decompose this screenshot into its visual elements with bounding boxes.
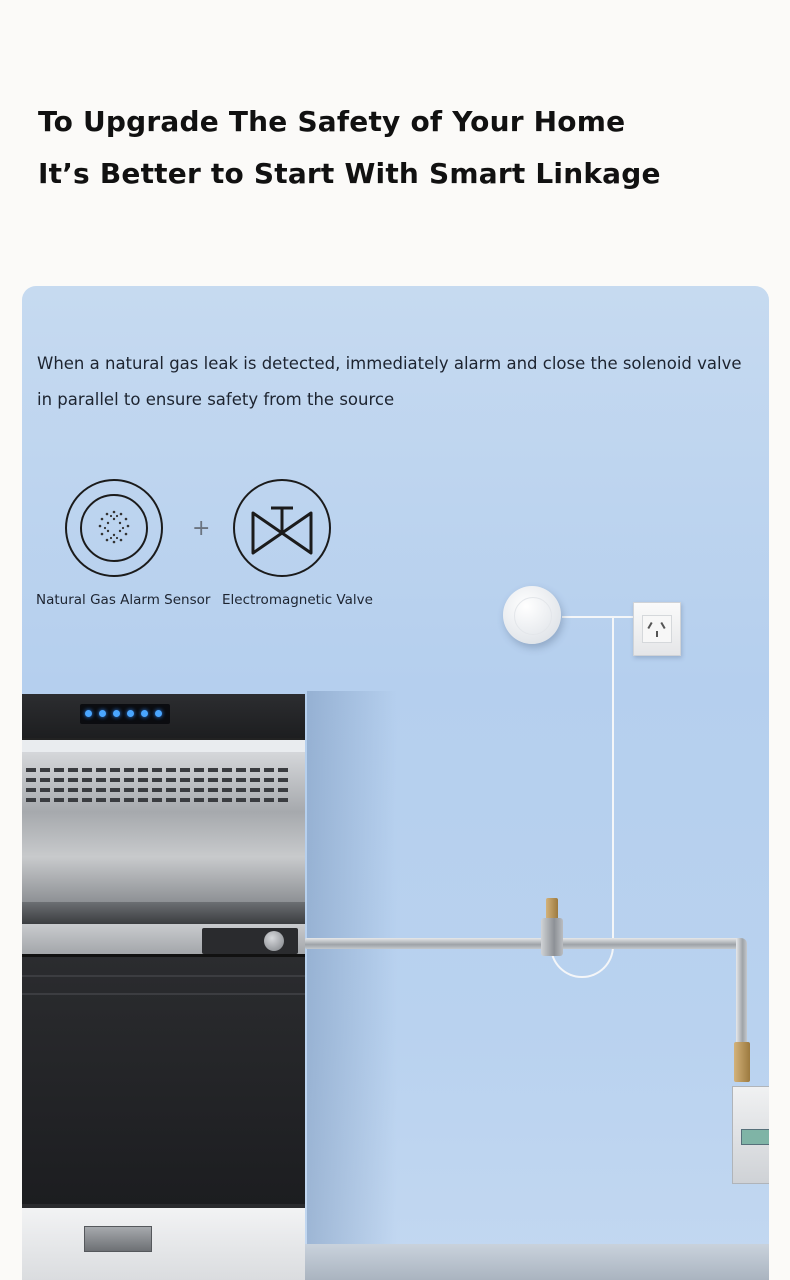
appliance-top [22, 694, 305, 738]
control-light-icon [113, 710, 120, 717]
drawer [22, 1204, 305, 1280]
stove-burners [22, 902, 305, 924]
meter-display [741, 1129, 769, 1145]
range-hood [22, 752, 305, 902]
gas-sensor-icon [65, 479, 163, 577]
socket-pin [656, 631, 658, 637]
plus-icon: + [192, 516, 211, 541]
knob-icon [264, 931, 284, 951]
control-light-icon [155, 710, 162, 717]
control-light-icon [99, 710, 106, 717]
description-line-2: in parallel to ensure safety from the source [37, 390, 395, 409]
knob-box [202, 928, 298, 954]
description [37, 346, 752, 418]
vertical-wire [612, 616, 614, 931]
gas-sensor-device [503, 586, 561, 644]
socket-pin [660, 622, 665, 629]
headline [38, 96, 758, 200]
gas-pipe [305, 938, 742, 949]
power-socket [633, 602, 681, 656]
sensor-wire [562, 616, 614, 618]
drawer-handle [84, 1226, 152, 1252]
sensor-label: Natural Gas Alarm Sensor [36, 592, 211, 608]
socket-wire [614, 616, 634, 618]
oven-body [22, 954, 305, 1207]
scene-panel [22, 286, 769, 1280]
meter-fitting [734, 1042, 750, 1082]
valve-actuator [546, 898, 558, 920]
oven-divider [22, 993, 305, 995]
control-light-icon [141, 710, 148, 717]
kitchen-appliance [22, 694, 305, 1280]
vent-row [26, 798, 288, 802]
valve-body [541, 918, 563, 956]
solenoid-valve [537, 898, 565, 958]
control-light-icon [85, 710, 92, 717]
gas-pipe-riser [736, 938, 747, 1048]
control-light-icon [127, 710, 134, 717]
headline-line-2: It’s Better to Start With Smart Linkage [38, 157, 661, 190]
wall-shadow [307, 691, 397, 1280]
valve-label: Electromagnetic Valve [222, 592, 373, 608]
floor [305, 1244, 769, 1280]
headline-line-1: To Upgrade The Safety of Your Home [38, 105, 626, 138]
sensor-face [514, 597, 552, 635]
oven-divider [22, 975, 305, 977]
vent-row [26, 778, 288, 782]
description-line-1: When a natural gas leak is detected, immediately alarm and close the solenoid valve [37, 354, 742, 373]
socket-pin [647, 622, 652, 629]
socket-icon [642, 615, 672, 643]
gas-meter [732, 1086, 769, 1184]
vent-row [26, 788, 288, 792]
touch-control-panel [80, 704, 170, 724]
valve-icon [233, 479, 331, 577]
vent-row [26, 768, 288, 772]
